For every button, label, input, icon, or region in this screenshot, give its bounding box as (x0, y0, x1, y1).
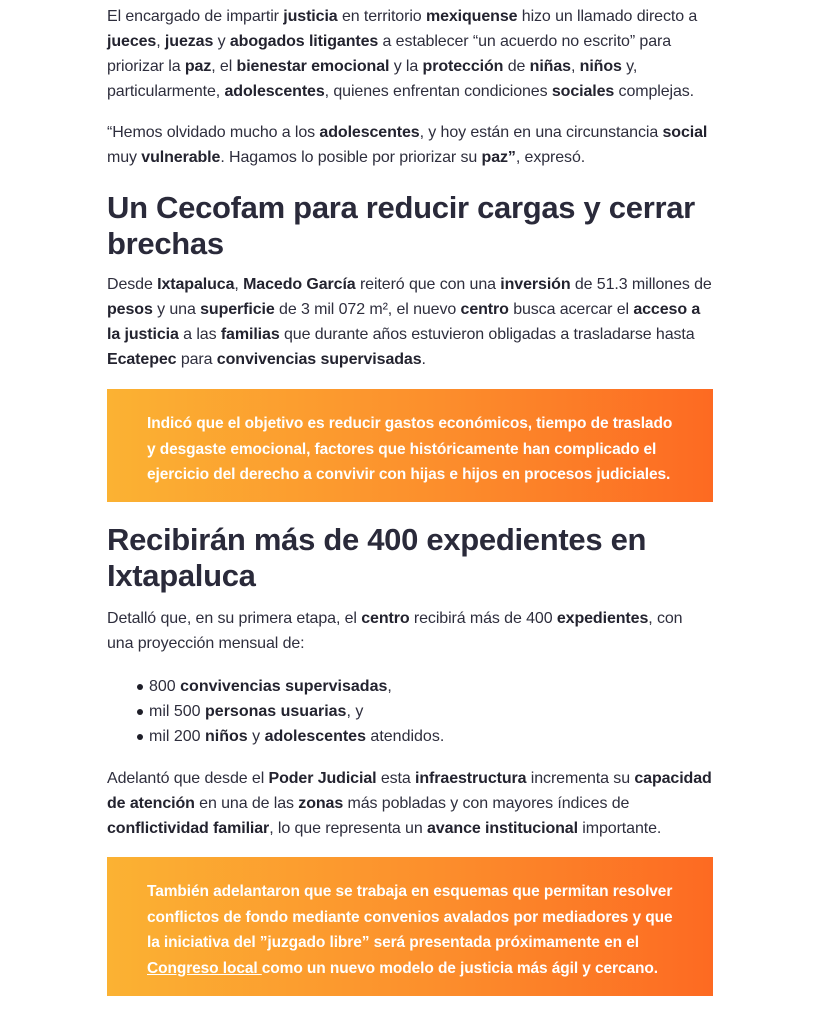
callout-juzgado-text: También adelantaron que se trabaja en esquemas que permitan resolver conflictos de fondo mediante convenios avalados por mediadores y que la iniciativa del ”juzgado libre” será presentada próximamente en el (147, 883, 673, 951)
list-item: 800 convivencias supervisadas, (107, 674, 713, 699)
paragraph-quote: “Hemos olvidado mucho a los adolescentes, y hoy están en una circunstancia social muy vulnerable. Hagamos lo posible por priorizar su paz”, expresó. (107, 124, 708, 166)
section-heading-cecofam: Un Cecofam para reducir cargas y cerrar brechas (107, 190, 695, 261)
paragraph-intro: El encargado de impartir justicia en territorio mexiquense hizo un llamado directo a jueces, juezas y abogados litigantes a establecer “un acuerdo no escrito” para priorizar la paz, el bienestar emocional y la protección de niñas, niños y, particularmente, adolescentes, quienes enfrentan condiciones sociales complejas. (107, 8, 698, 100)
callout-objective-text: Indicó que el objetivo es reducir gastos económicos, tiempo de traslado y desgaste emocional, factores que históricamente han complicado el ejercicio del derecho a convivir con hijas e hijos en procesos judiciales. (147, 415, 673, 483)
paragraph-infrastructure: Adelantó que desde el Poder Judicial esta infraestructura incrementa su capacidad de atención en una de las zonas más pobladas y con mayores índices de conflictividad familiar, lo que representa un avance institucional importante. (107, 770, 712, 837)
paragraph-investment: Desde Ixtapaluca, Macedo García reiteró que con una inversión de 51.3 millones de pesos y una superficie de 3 mil 072 m², el nuevo centro busca acercar el acceso a la justicia a las familias que durante años estuvieron obligadas a trasladarse hasta Ecatepec para convivencias supervisadas. (107, 276, 712, 368)
monthly-projection-list (107, 674, 713, 749)
list-item: mil 200 niños y adolescentes atendidos. (107, 724, 713, 749)
callout-objective (107, 389, 713, 502)
callout-juzgado-text-end: como un nuevo modelo de justicia más ágil y cercano. (261, 959, 658, 977)
section-heading-expedientes: Recibirán más de 400 expedientes en Ixtapaluca (107, 522, 647, 593)
congreso-local-link[interactable]: Congreso local (147, 959, 262, 977)
callout-juzgado-libre (107, 857, 713, 996)
paragraph-first-stage: Detalló que, en su primera etapa, el centro recibirá más de 400 expedientes, con una proyección mensual de: (107, 610, 683, 652)
list-item: mil 500 personas usuarias, y (107, 699, 713, 724)
